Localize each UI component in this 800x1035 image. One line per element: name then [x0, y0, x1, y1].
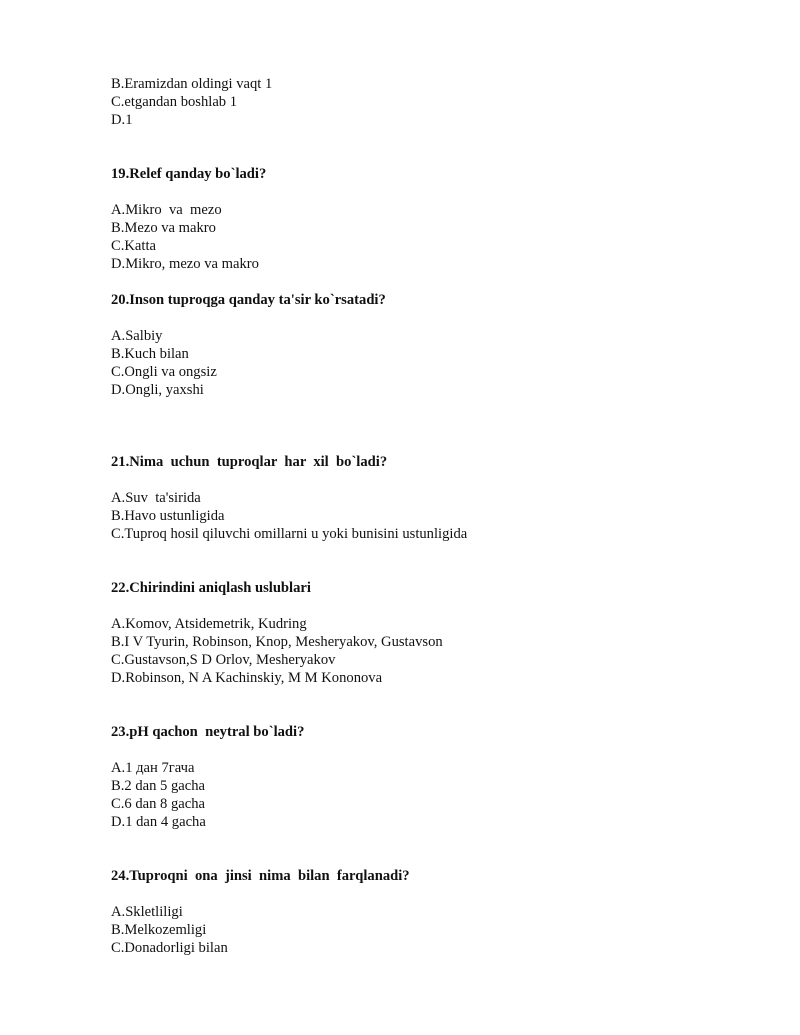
option-text: B.2 dan 5 gacha [111, 778, 206, 794]
option-text: C.Ongli va ongsiz [111, 364, 217, 380]
option-text: C.etgandan boshlab 1 [111, 94, 238, 110]
option-text: C.Gustavson,S D Orlov, Mesheryakov [111, 652, 336, 668]
option-text: A.1 дан 7гача [111, 760, 195, 776]
question-title: 21.Nima uchun tuproqlar har xil bo`ladi? [111, 454, 388, 470]
option-text: C.6 dan 8 gacha [111, 796, 206, 812]
option-text: A.Salbiy [111, 328, 163, 344]
option-text: C.Donadorligi bilan [111, 940, 228, 956]
question-title: 19.Relef qanday bo`ladi? [111, 166, 267, 182]
option-text: B.I V Tyurin, Robinson, Knop, Mesheryakov, Gustavson [111, 634, 443, 650]
option-text: B.Melkozemligi [111, 922, 207, 938]
option-text: C.Katta [111, 238, 156, 254]
option-text: B.Mezo va makro [111, 220, 216, 236]
option-text: A.Komov, Atsidemetrik, Kudring [111, 616, 307, 632]
question-title: 23.pH qachon neytral bo`ladi? [111, 724, 305, 740]
option-text: D.1 dan 4 gacha [111, 814, 206, 830]
option-text: D.Mikro, mezo va makro [111, 256, 259, 272]
option-text: A.Suv ta'sirida [111, 490, 201, 506]
option-text: D.1 [111, 112, 133, 128]
option-text: B.Havo ustunligida [111, 508, 225, 524]
question-title: 22.Chirindini aniqlash uslublari [111, 580, 311, 596]
question-title: 20.Inson tuproqga qanday ta'sir ko`rsatadi? [111, 292, 386, 308]
option-text: D.Ongli, yaxshi [111, 382, 204, 398]
option-text: B.Eramizdan oldingi vaqt 1 [111, 76, 273, 92]
option-text: C.Tuproq hosil qiluvchi omillarni u yoki bunisini ustunligida [111, 526, 468, 542]
question-title: 24.Tuproqni ona jinsi nima bilan farqlanadi? [111, 868, 410, 884]
option-text: B.Kuch bilan [111, 346, 189, 362]
option-text: A.Mikro va mezo [111, 202, 222, 218]
option-text: D.Robinson, N A Kachinskiy, M M Kononova [111, 670, 383, 686]
option-text: A.Skletliligi [111, 904, 183, 920]
